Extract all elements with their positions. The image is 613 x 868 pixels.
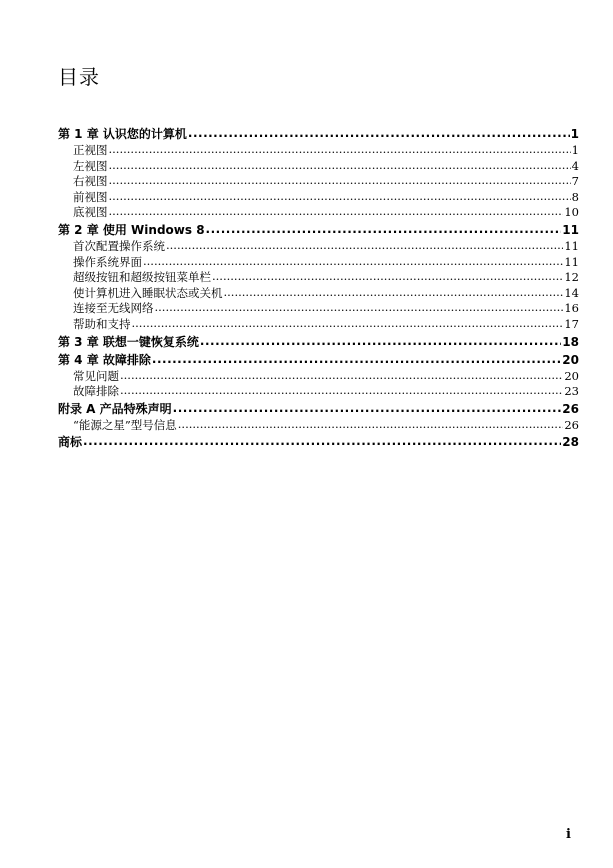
toc-entry-page-number: 7 xyxy=(571,174,579,189)
toc-entry-page-number: 10 xyxy=(564,205,579,220)
toc-entry-label: 常见问题 xyxy=(73,368,119,383)
toc-section-entry[interactable] xyxy=(58,239,579,255)
toc-entry-page-number: 4 xyxy=(571,158,579,173)
toc-entry-page-number: 11 xyxy=(564,254,579,269)
toc-dot-leader xyxy=(178,417,564,433)
toc-chapter-entry[interactable] xyxy=(58,351,579,369)
toc-entry-page-number: 26 xyxy=(562,401,579,416)
toc-chapter-entry[interactable] xyxy=(58,400,579,418)
toc-entry-page-number: 20 xyxy=(562,352,579,367)
toc-entry-page-number: 18 xyxy=(562,334,579,349)
table-of-contents xyxy=(58,125,579,451)
toc-entry-label: 使计算机进入睡眠状态或关机 xyxy=(73,285,223,300)
toc-entry-page-number: 11 xyxy=(564,238,579,253)
toc-dot-leader xyxy=(143,254,563,270)
toc-chapter-entry[interactable] xyxy=(58,125,579,143)
toc-entry-label: 帮助和支持 xyxy=(73,316,131,331)
toc-entry-page-number: 8 xyxy=(571,189,579,204)
toc-dot-leader xyxy=(120,383,563,399)
toc-entry-page-number: 1 xyxy=(571,143,579,157)
toc-entry-label: 首次配置操作系统 xyxy=(73,238,165,253)
toc-entry-label: 正视图 xyxy=(73,143,108,157)
toc-entry-page-number: 14 xyxy=(564,285,579,300)
toc-dot-leader xyxy=(188,124,570,142)
toc-dot-leader xyxy=(83,432,561,450)
toc-section-entry[interactable] xyxy=(58,143,579,159)
toc-dot-leader xyxy=(224,285,564,301)
toc-entry-label: 底视图 xyxy=(73,205,108,220)
toc-dot-leader xyxy=(109,189,571,205)
toc-dot-leader xyxy=(212,269,563,285)
toc-chapter-entry[interactable] xyxy=(58,433,579,451)
toc-entry-label: “能源之星”型号信息 xyxy=(73,417,177,432)
toc-entry-page-number: 11 xyxy=(562,222,579,237)
toc-entry-label: 前视图 xyxy=(73,189,108,204)
toc-entry-page-number: 23 xyxy=(564,384,579,399)
toc-dot-leader xyxy=(152,350,561,368)
toc-entry-label: 第 1 章 认识您的计算机 xyxy=(58,127,187,141)
toc-chapter-entry[interactable] xyxy=(58,333,579,351)
toc-dot-leader xyxy=(166,238,563,254)
toc-entry-label: 右视图 xyxy=(73,174,108,189)
toc-dot-leader xyxy=(109,173,571,189)
toc-entry-label: 超级按钮和超级按钮菜单栏 xyxy=(73,270,211,285)
toc-entry-page-number: 1 xyxy=(570,127,579,141)
toc-section-entry[interactable] xyxy=(58,255,579,271)
toc-section-entry[interactable] xyxy=(58,205,579,221)
toc-dot-leader xyxy=(120,368,563,384)
toc-entry-label: 第 2 章 使用 Windows 8 xyxy=(58,222,205,237)
toc-section-entry[interactable] xyxy=(58,418,579,434)
toc-section-entry[interactable] xyxy=(58,286,579,302)
toc-entry-label: 左视图 xyxy=(73,158,108,173)
toc-dot-leader xyxy=(132,316,564,332)
page-number: i xyxy=(566,827,571,842)
toc-entry-label: 附录 A 产品特殊声明 xyxy=(58,401,172,416)
page-title: 目录 xyxy=(58,65,100,89)
toc-dot-leader xyxy=(200,332,561,350)
toc-entry-label: 故障排除 xyxy=(73,384,119,399)
toc-entry-page-number: 28 xyxy=(562,435,579,450)
toc-entry-label: 连接至无线网络 xyxy=(73,301,154,316)
toc-dot-leader xyxy=(109,142,571,158)
toc-dot-leader xyxy=(109,204,564,220)
toc-entry-page-number: 26 xyxy=(564,417,579,432)
toc-section-entry[interactable] xyxy=(58,174,579,190)
toc-dot-leader xyxy=(173,399,562,417)
toc-section-entry[interactable] xyxy=(58,384,579,400)
toc-entry-label: 操作系统界面 xyxy=(73,254,142,269)
toc-section-entry[interactable] xyxy=(58,369,579,385)
toc-entry-page-number: 17 xyxy=(564,316,579,331)
toc-entry-label: 商标 xyxy=(58,435,83,450)
toc-entry-page-number: 20 xyxy=(564,368,579,383)
toc-section-entry[interactable] xyxy=(58,301,579,317)
toc-section-entry[interactable] xyxy=(58,270,579,286)
toc-entry-label: 第 3 章 联想一键恢复系统 xyxy=(58,334,199,349)
toc-dot-leader xyxy=(206,220,562,238)
toc-section-entry[interactable] xyxy=(58,317,579,333)
toc-section-entry[interactable] xyxy=(58,159,579,175)
toc-section-entry[interactable] xyxy=(58,190,579,206)
toc-chapter-entry[interactable] xyxy=(58,221,579,239)
toc-entry-page-number: 12 xyxy=(564,270,579,285)
toc-entry-label: 第 4 章 故障排除 xyxy=(58,352,151,367)
toc-dot-leader xyxy=(109,158,571,174)
toc-entry-page-number: 16 xyxy=(564,301,579,316)
toc-dot-leader xyxy=(155,300,564,316)
